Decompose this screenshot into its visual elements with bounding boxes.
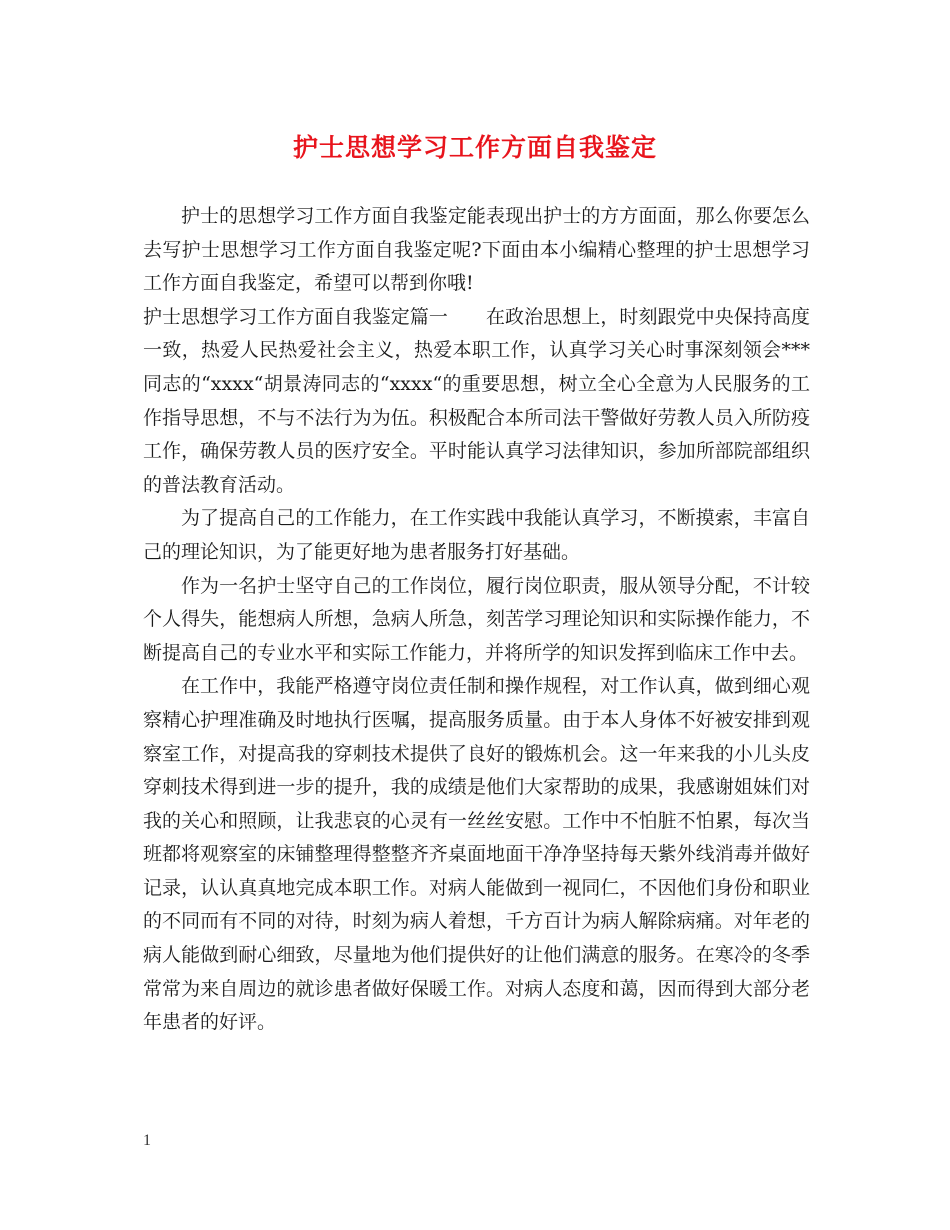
intro-paragraph: 护士的思想学习工作方面自我鉴定能表现出护士的方方面面，那么你要怎么去写护士思想学习工作方面自我鉴定呢?下面由本小编精心整理的护士思想学习工作方面自我鉴定，希望可以帮到你哦! <box>143 205 810 295</box>
document-title: 护士思想学习工作方面自我鉴定 <box>292 133 657 162</box>
page-number: 1 <box>143 1132 151 1149</box>
section-first-paragraph: 在政治思想上，时刻跟党中央保持高度一致，热爱人民热爱社会主义，热爱本职工作，认真学习关心时事深刻领会***同志的“xxxx“胡景涛同志的“xxxx“的重要思想，树立全心全意为人民服务的工作指导思想，不与不法行为为伍。积极配合本所司法干警做好劳教人员入所防疫工作，确保劳教人员的医疗安全。平时能认真学习法律知识，参加所部院部组织的普法教育活动。 <box>143 305 810 496</box>
body-paragraph-work: 在工作中，我能严格遵守岗位责任制和操作规程，对工作认真，做到细心观察精心护理准确及时地执行医嘱，提高服务质量。由于本人身体不好被安排到观察室工作，对提高我的穿刺技术提供了良好的锻炼机会。这一年来我的小儿头皮穿刺技术得到进一步的提升，我的成绩是他们大家帮助的成果，我感谢姐妹们对我的关心和照顾，让我悲哀的心灵有一丝丝安慰。工作中不怕脏不怕累，每次当班都将观察室的床铺整理得整整齐齐桌面地面干净净坚持每天紫外线消毒并做好记录，认认真真地完成本职工作。对病人能做到一视同仁，不因他们身份和职业的不同而有不同的对待，时刻为病人着想，千方百计为病人解除病痛。对年老的病人能做到耐心细致，尽量地为他们提供好的让他们满意的服务。在寒冷的冬季常常为来自周边的就诊患者做好保暖工作。对病人态度和蔼，因而得到大部分老年患者的好评。 <box>143 675 810 1034</box>
document-body <box>143 200 810 1040</box>
section-heading: 护士思想学习工作方面自我鉴定篇一 <box>143 305 448 328</box>
section-paragraph <box>143 301 810 503</box>
body-paragraph-duty: 作为一名护士坚守自己的工作岗位，履行岗位职责，服从领导分配，不计较个人得失，能想病人所想，急病人所急，刻苦学习理论知识和实际操作能力，不断提高自己的专业水平和实际工作能力，并将所学的知识发挥到临床工作中去。 <box>143 574 810 664</box>
body-paragraph-ability: 为了提高自己的工作能力，在工作实践中我能认真学习，不断摸索，丰富自己的理论知识，为了能更好地为患者服务打好基础。 <box>143 507 810 563</box>
